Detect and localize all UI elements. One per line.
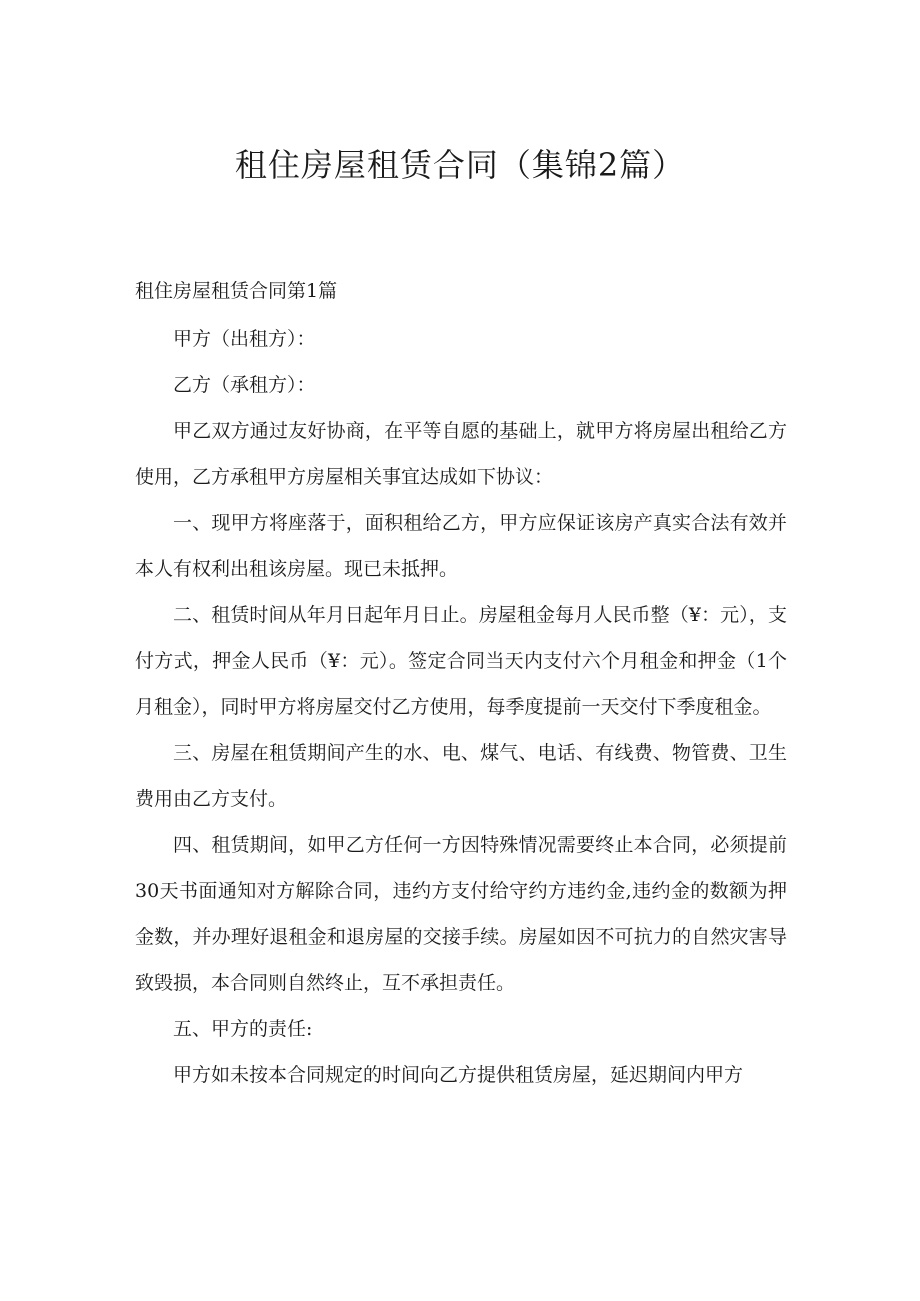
paragraph-clause-4: 四、租赁期间，如甲乙方任何一方因特殊情况需要终止本合同，必须提前30天书面通知对方解除合同，违约方支付给守约方违约金,违约金的数额为押金数，并办理好退租金和退房屋的交接手续。房屋如因不可抗力的自然灾害导致毁损，本合同则自然终止，互不承担责任。 [135, 834, 787, 994]
document-body [135, 270, 787, 1098]
paragraph-clause-3: 三、房屋在租赁期间产生的水、电、煤气、电话、有线费、物管费、卫生费用由乙方支付。 [135, 742, 787, 810]
paragraph-clause-5-text: 甲方如未按本合同规定的时间向乙方提供租赁房屋，延迟期间内甲方 [173, 1064, 744, 1086]
paragraph-preamble: 甲乙双方通过友好协商，在平等自愿的基础上，就甲方将房屋出租给乙方使用，乙方承租甲方房屋相关事宜达成如下协议： [135, 420, 787, 488]
paragraph-clause-2: 二、租赁时间从年月日起年月日止。房屋租金每月人民币整（¥：元），支付方式，押金人民币（¥：元）。签定合同当天内支付六个月租金和押金（1个月租金），同时甲方将房屋交付乙方使用，每季度提前一天交付下季度租金。 [135, 604, 787, 718]
paragraph-clause-1: 一、现甲方将座落于，面积租给乙方，甲方应保证该房产真实合法有效并本人有权利出租该房屋。现已未抵押。 [135, 512, 787, 580]
document-title: 租住房屋租赁合同（集锦2篇） [234, 146, 686, 184]
section-heading: 租住房屋租赁合同第1篇 [135, 280, 338, 302]
paragraph-party-a: 甲方（出租方）： [173, 328, 316, 350]
paragraph-party-b: 乙方（承租方）： [173, 374, 316, 396]
paragraph-clause-5-heading: 五、甲方的责任: [173, 1018, 313, 1040]
